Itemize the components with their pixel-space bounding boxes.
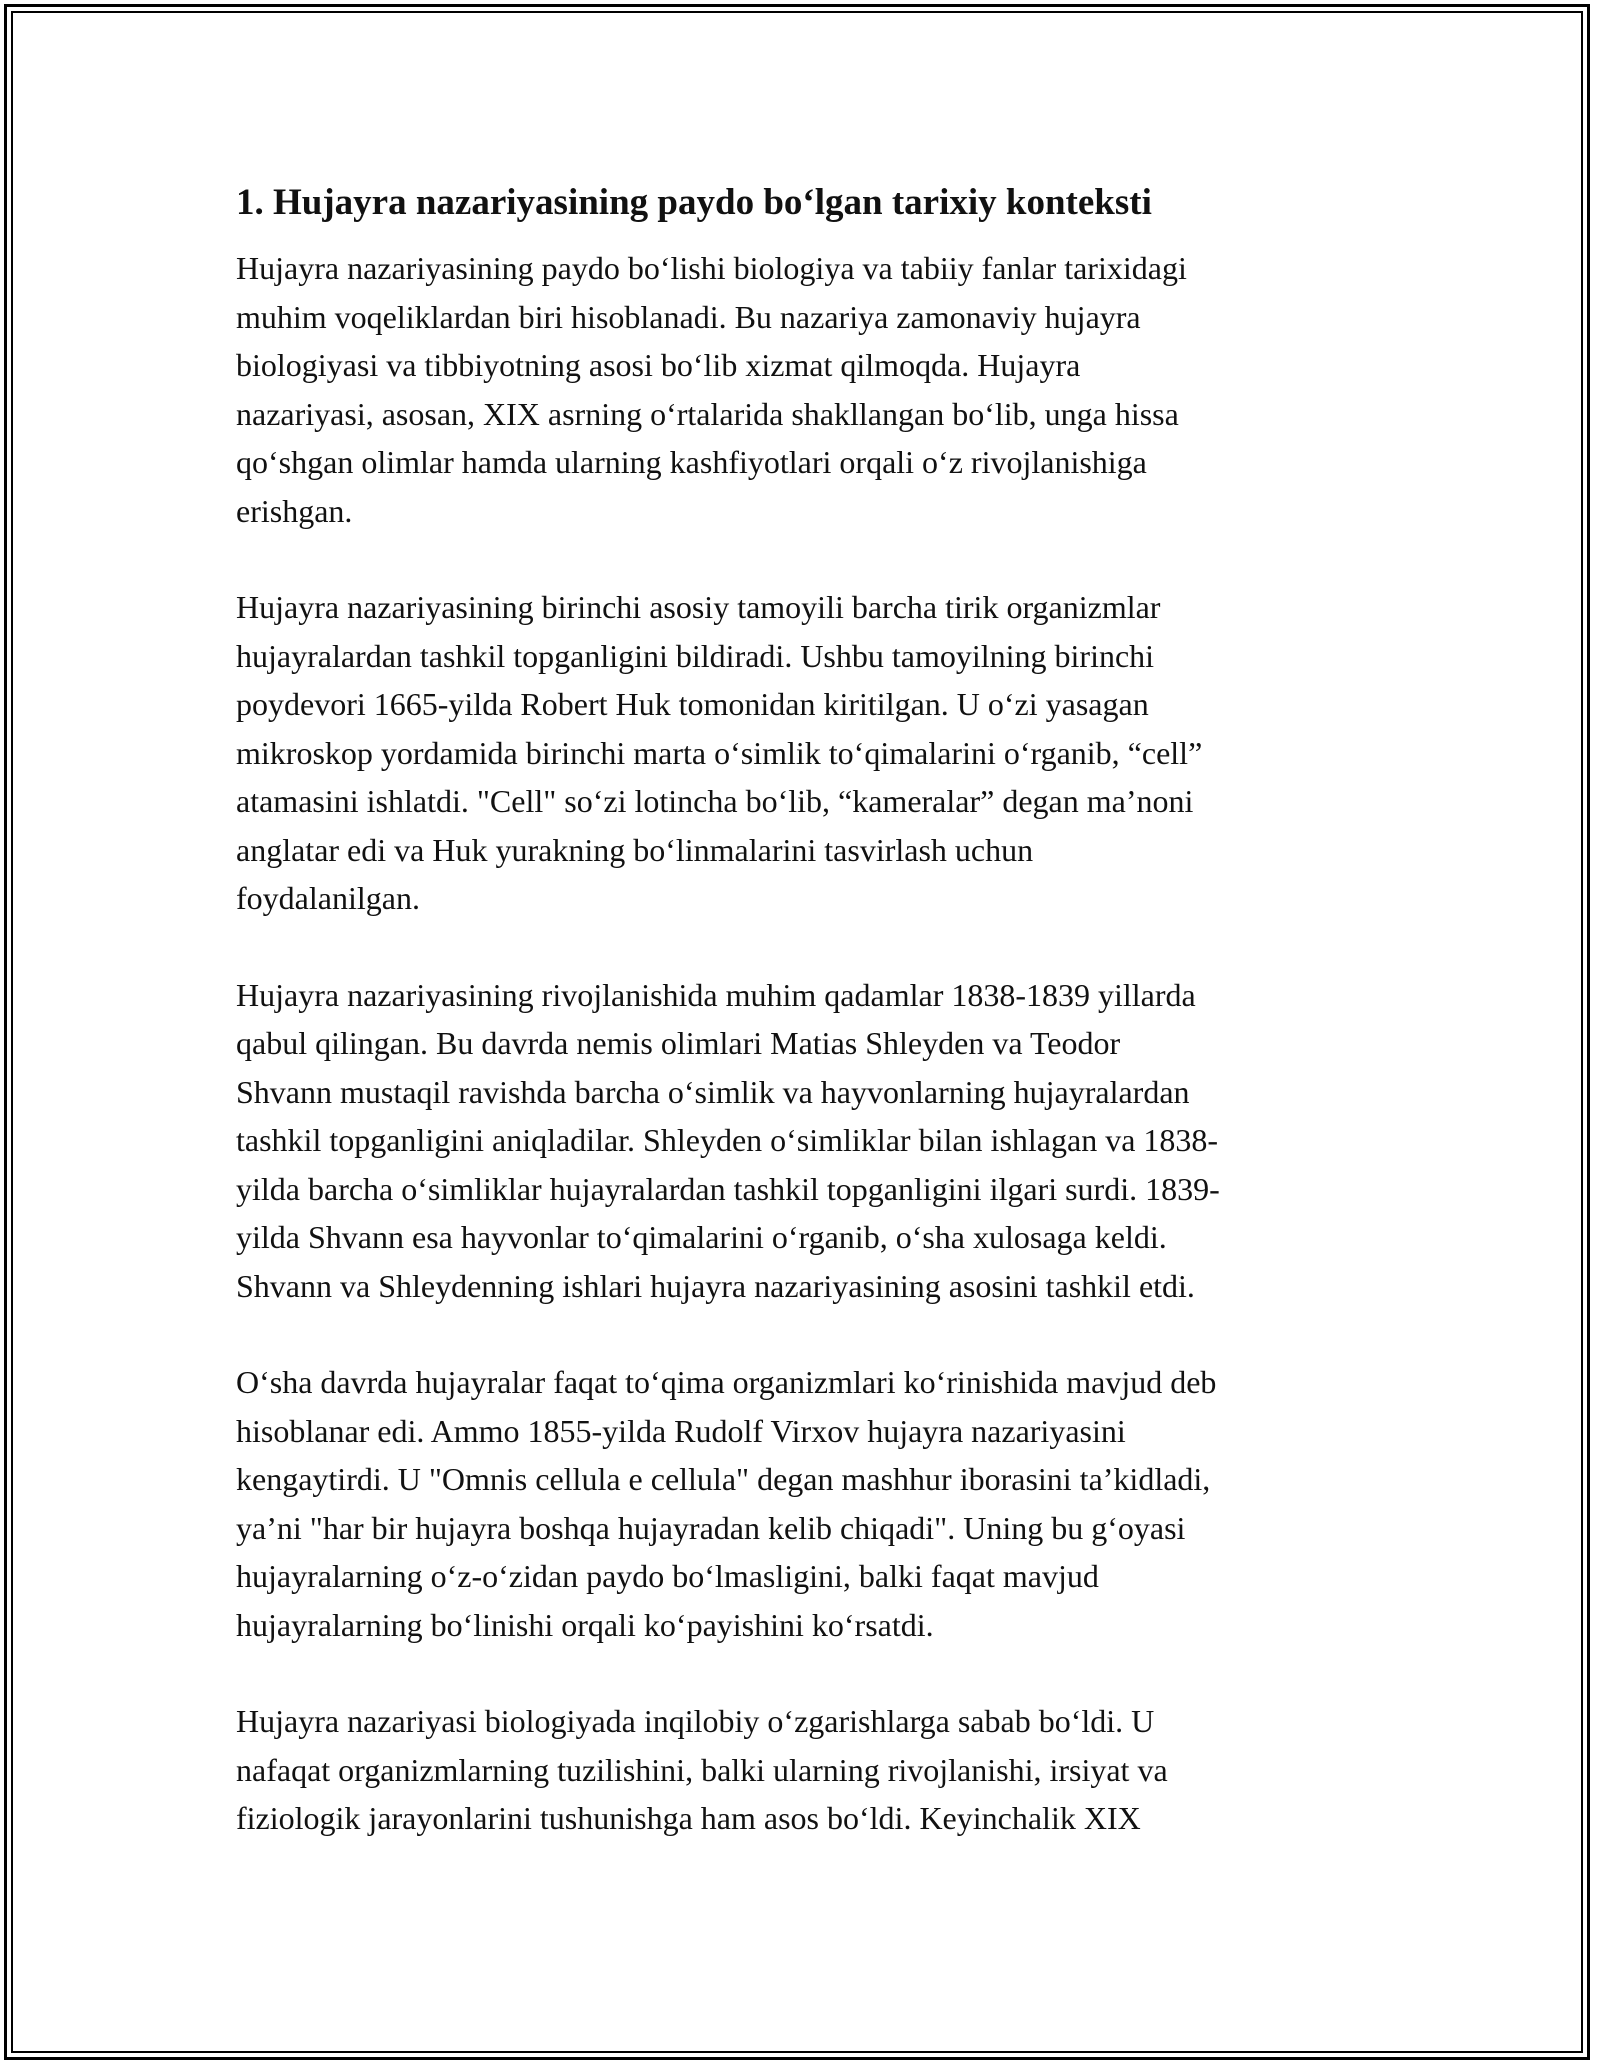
paragraph-line: biologiyasi va tibbiyotning asosi boʻlib xizmat qilmoqda. Hujayra [236,347,1081,383]
paragraph-line: hujayralarning oʻz-oʻzidan paydo boʻlmasligini, balki faqat mavjud [236,1558,1099,1594]
paragraph-line: hisoblanar edi. Ammo 1855-yilda Rudolf Virxov hujayra nazariyasini [236,1412,1126,1449]
section-heading: 1. Hujayra nazariyasining paydo boʻlgan tarixiy konteksti [236,182,1152,223]
paragraph-line: erishgan. [236,492,353,529]
paragraph-line: kengaytirdi. U "Omnis cellula e cellula" degan mashhur iborasini ta’kidladi, [236,1461,1211,1497]
paragraph [236,971,1366,1311]
paragraph-line: nafaqat organizmlarning tuzilishini, balki ularning rivojlanishi, irsiyat va [236,1751,1168,1788]
paragraph [236,1697,1366,1843]
paragraph-line: anglatar edi va Huk yurakning boʻlinmalarini tasvirlash uchun [236,831,1034,868]
paragraph-line: nazariyasi, asosan, XIX asrning oʻrtalarida shakllangan boʻlib, unga hissa [236,395,1179,432]
paragraph [236,1358,1366,1649]
paragraph-line: Hujayra nazariyasi biologiyada inqilobiy oʻzgarishlarga sabab boʻldi. U [236,1703,1155,1739]
paragraph-list [236,244,1366,1843]
paragraph-line: tashkil topganligini aniqladilar. Shleyden oʻsimliklar bilan ishlagan va 1838- [236,1122,1219,1158]
paragraph [236,583,1366,923]
paragraph-line: poydevori 1665-yilda Robert Huk tomonidan kiritilgan. U oʻzi yasagan [236,686,1149,722]
paragraph-line: mikroskop yordamida birinchi marta oʻsimlik toʻqimalarini oʻrganib, “cell” [236,734,1203,771]
paragraph-line: Hujayra nazariyasining rivojlanishida muhim qadamlar 1838-1839 yillarda [236,976,1196,1013]
paragraph-line: yilda Shvann esa hayvonlar toʻqimalarini oʻrganib, oʻsha xulosaga keldi. [236,1219,1167,1255]
paragraph-line: hujayralarning boʻlinishi orqali koʻpayishini koʻrsatdi. [236,1606,934,1643]
paragraph-line: Shvann va Shleydenning ishlari hujayra nazariyasining asosini tashkil etdi. [236,1267,1195,1304]
paragraph [236,244,1366,535]
document-body [236,180,1366,1891]
paragraph-line: qabul qilingan. Bu davrda nemis olimlari Matias Shleyden va Teodor [236,1025,1121,1061]
paragraph-line: foydalanilgan. [236,880,420,916]
paragraph-line: yilda barcha oʻsimliklar hujayralardan tashkil topganligini ilgari surdi. 1839- [236,1170,1220,1207]
paragraph-line: Oʻsha davrda hujayralar faqat toʻqima organizmlari koʻrinishida mavjud deb [236,1364,1217,1400]
paragraph-line: Hujayra nazariyasining birinchi asosiy tamoyili barcha tirik organizmlar [236,589,1161,625]
paragraph-line: atamasini ishlatdi. "Cell" soʻzi lotincha boʻlib, “kameralar” degan ma’noni [236,783,1194,819]
paragraph-line: ya’ni "har bir hujayra boshqa hujayradan kelib chiqadi". Uning bu gʻoyasi [236,1509,1186,1546]
paragraph-line: hujayralardan tashkil topganligini bildiradi. Ushbu tamoyilning birinchi [236,637,1155,674]
paragraph-line: Shvann mustaqil ravishda barcha oʻsimlik va hayvonlarning hujayralardan [236,1073,1190,1110]
paragraph-line: qoʻshgan olimlar hamda ularning kashfiyotlari orqali oʻz rivojlanishiga [236,444,1147,480]
paragraph-line: Hujayra nazariyasining paydo boʻlishi biologiya va tabiiy fanlar tarixidagi [236,250,1187,286]
paragraph-line: fiziologik jarayonlarini tushunishga ham asos boʻldi. Keyinchalik XIX [236,1800,1141,1836]
paragraph-line: muhim voqeliklardan biri hisoblanadi. Bu nazariya zamonaviy hujayra [236,298,1141,335]
